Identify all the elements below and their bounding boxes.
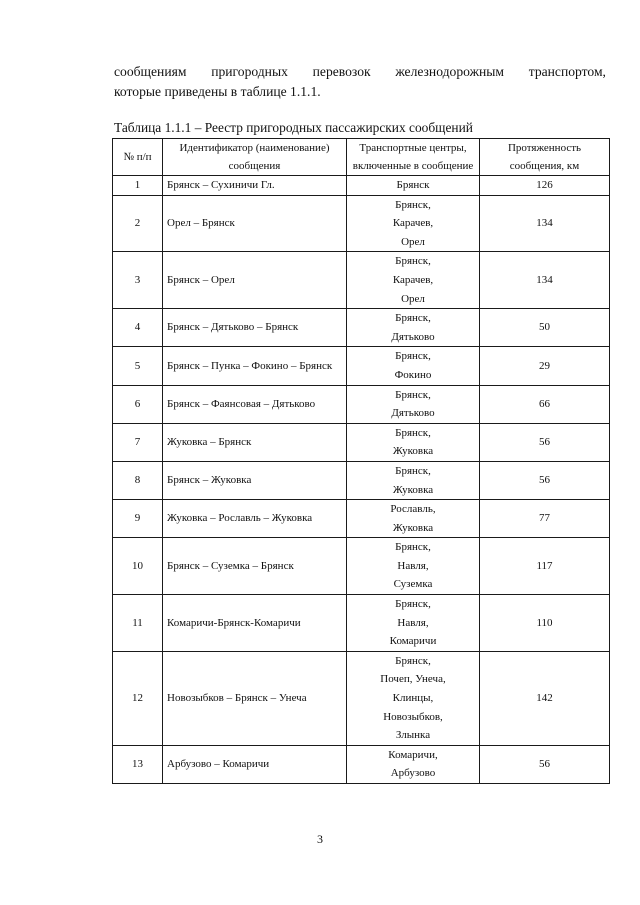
row-number: 11 xyxy=(113,595,163,652)
row-number: 4 xyxy=(113,309,163,347)
transport-center-line: Брянск, xyxy=(395,426,431,439)
intro-word: транспортом, xyxy=(528,64,606,79)
transport-center-line: Брянск, xyxy=(395,654,431,667)
route-length: 56 xyxy=(480,745,610,783)
transport-centers xyxy=(347,461,480,499)
transport-centers xyxy=(347,500,480,538)
intro-word: железнодорожным xyxy=(395,64,504,79)
route-length: 110 xyxy=(480,595,610,652)
table-header-row xyxy=(113,139,610,176)
transport-centers xyxy=(347,651,480,745)
row-number: 6 xyxy=(113,385,163,423)
transport-center-line: Брянск, xyxy=(395,198,431,211)
route-name: Жуковка – Брянск xyxy=(163,423,347,461)
intro-line-1 xyxy=(114,62,606,82)
row-number: 1 xyxy=(113,176,163,196)
header-centers: Транспортные центры, включенные в сообщение xyxy=(347,139,480,176)
transport-center-line: Дятьково xyxy=(391,330,435,343)
table-row xyxy=(113,195,610,252)
transport-centers xyxy=(347,595,480,652)
header-num: № п/п xyxy=(113,139,163,176)
row-number: 10 xyxy=(113,538,163,595)
route-name: Арбузово – Комаричи xyxy=(163,745,347,783)
header-length: Протяженность сообщения, км xyxy=(480,139,610,176)
transport-centers xyxy=(347,423,480,461)
table-row xyxy=(113,500,610,538)
transport-center-line: Клинцы, xyxy=(392,692,434,705)
route-name: Брянск – Суземка – Брянск xyxy=(163,538,347,595)
transport-center-line: Карачев, xyxy=(392,273,434,286)
route-length: 142 xyxy=(480,651,610,745)
transport-center-line: Рославль, xyxy=(390,503,436,516)
row-number: 3 xyxy=(113,252,163,309)
transport-center-line: Почеп, Унеча, xyxy=(380,673,446,686)
transport-center-line: Брянск, xyxy=(395,388,431,401)
transport-center-line: Злынка xyxy=(395,729,431,742)
table-row xyxy=(113,347,610,385)
transport-center-line: Жуковка xyxy=(392,521,434,534)
route-name: Жуковка – Рославль – Жуковка xyxy=(163,500,347,538)
route-name: Брянск – Пунка – Фокино – Брянск xyxy=(163,347,347,385)
transport-center-line: Арбузово xyxy=(390,767,436,780)
route-length: 56 xyxy=(480,461,610,499)
transport-center-line: Орел xyxy=(401,292,425,305)
transport-centers xyxy=(347,176,480,196)
table-row xyxy=(113,423,610,461)
transport-centers xyxy=(347,347,480,385)
transport-center-line: Жуковка xyxy=(392,483,434,496)
transport-center-line: Навля, xyxy=(397,559,429,572)
page-number: 3 xyxy=(317,832,323,846)
row-number: 9 xyxy=(113,500,163,538)
route-name: Брянск – Сухиничи Гл. xyxy=(163,176,347,196)
route-length: 29 xyxy=(480,347,610,385)
row-number: 2 xyxy=(113,195,163,252)
route-name: Орел – Брянск xyxy=(163,195,347,252)
table-row xyxy=(113,651,610,745)
transport-center-line: Брянск xyxy=(396,179,430,191)
transport-center-line: Брянск, xyxy=(395,255,431,268)
route-name: Брянск – Дятьково – Брянск xyxy=(163,309,347,347)
transport-center-line: Брянск, xyxy=(395,312,431,325)
route-name: Комаричи-Брянск-Комаричи xyxy=(163,595,347,652)
table-body xyxy=(113,176,610,784)
route-length: 56 xyxy=(480,423,610,461)
transport-centers xyxy=(347,309,480,347)
transport-centers xyxy=(347,538,480,595)
table-caption: Таблица 1.1.1 – Реестр пригородных пассажирских сообщений xyxy=(114,120,473,135)
table-row xyxy=(113,595,610,652)
transport-center-line: Комаричи xyxy=(389,635,437,648)
transport-center-line: Брянск, xyxy=(395,598,431,611)
registry-table xyxy=(112,138,610,784)
transport-center-line: Навля, xyxy=(397,616,429,629)
route-length: 117 xyxy=(480,538,610,595)
route-length: 66 xyxy=(480,385,610,423)
transport-centers xyxy=(347,252,480,309)
row-number: 12 xyxy=(113,651,163,745)
intro-paragraph xyxy=(114,62,606,102)
transport-center-line: Фокино xyxy=(394,368,432,381)
intro-line-2: которые приведены в таблице 1.1.1. xyxy=(114,84,321,99)
route-name: Брянск – Жуковка xyxy=(163,461,347,499)
route-name: Брянск – Фаянсовая – Дятьково xyxy=(163,385,347,423)
transport-centers xyxy=(347,745,480,783)
intro-word: перевозок xyxy=(312,64,371,79)
route-length: 134 xyxy=(480,195,610,252)
transport-center-line: Брянск, xyxy=(395,464,431,477)
header-name: Идентификатор (наименование) сообщения xyxy=(163,139,347,176)
transport-center-line: Орел xyxy=(401,235,425,248)
route-name: Брянск – Орел xyxy=(163,252,347,309)
transport-centers xyxy=(347,195,480,252)
table-row xyxy=(113,252,610,309)
transport-center-line: Брянск, xyxy=(395,541,431,554)
route-length: 77 xyxy=(480,500,610,538)
table-row xyxy=(113,745,610,783)
route-length: 126 xyxy=(480,176,610,196)
row-number: 7 xyxy=(113,423,163,461)
table-row xyxy=(113,176,610,196)
transport-center-line: Дятьково xyxy=(391,407,435,420)
table-row xyxy=(113,385,610,423)
intro-word: пригородных xyxy=(211,64,288,79)
route-length: 50 xyxy=(480,309,610,347)
row-number: 13 xyxy=(113,745,163,783)
transport-center-line: Карачев, xyxy=(392,217,434,230)
transport-center-line: Суземка xyxy=(393,578,433,591)
route-length: 134 xyxy=(480,252,610,309)
table-row xyxy=(113,538,610,595)
transport-centers xyxy=(347,385,480,423)
transport-center-line: Новозыбков, xyxy=(383,710,443,723)
transport-center-line: Комаричи, xyxy=(388,748,438,761)
transport-center-line: Брянск, xyxy=(395,350,431,363)
intro-word: сообщениям xyxy=(114,64,187,79)
row-number: 5 xyxy=(113,347,163,385)
transport-center-line: Жуковка xyxy=(392,445,434,458)
route-name: Новозыбков – Брянск – Унеча xyxy=(163,651,347,745)
table-row xyxy=(113,309,610,347)
row-number: 8 xyxy=(113,461,163,499)
table-row xyxy=(113,461,610,499)
